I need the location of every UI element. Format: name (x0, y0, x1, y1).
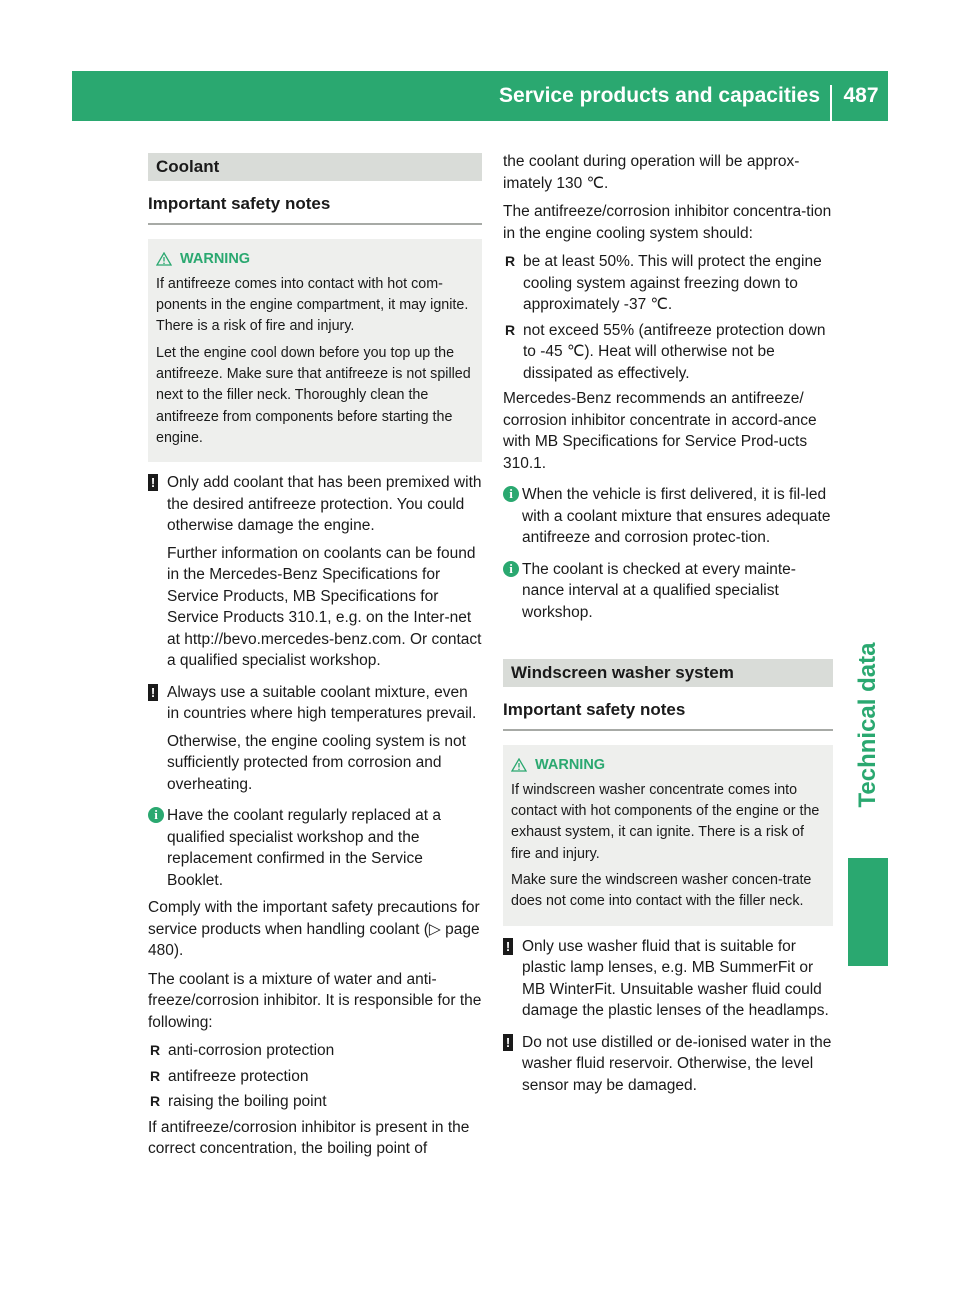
warning-label: WARNING (535, 756, 606, 773)
note-text: Have the coolant regularly replaced at a qualified specialist workshop and the replacement confirmed in the Service Booklet. (167, 807, 441, 889)
note-text: Otherwise, the engine cooling system is not sufficiently protected from corrosion and overheating. (167, 732, 466, 793)
exclamation-icon: ! (148, 474, 158, 491)
caution-note (503, 1032, 833, 1097)
header-bar (72, 71, 888, 121)
warning-text: If antifreeze comes into contact with hot com-ponents in the engine compartment, it may ignite. There is a risk of fire and injury. (156, 275, 469, 335)
exclamation-icon: ! (503, 1034, 513, 1051)
exclamation-icon: ! (503, 938, 513, 955)
list-item (148, 1091, 482, 1113)
note-text: Only use washer fluid that is suitable for plastic lamp lenses, e.g. MB SummerFit or MB WinterFit. Unsuitable washer fluid could damage the plastic lenses of the headlamps. (522, 937, 829, 1020)
list-item-text: anti-corrosion protection (168, 1042, 335, 1060)
body-paragraph: The antifreeze/corrosion inhibitor concentra-tion in the engine cooling system should: (503, 203, 832, 242)
warning-header (156, 249, 474, 270)
note-text: When the vehicle is first delivered, it is fil-led with a coolant mixture that ensures adequate antifreeze and corrosion protec-tion. (522, 486, 831, 546)
left-column (148, 153, 482, 1167)
warning-text: Let the engine cool down before you top up the antifreeze. Make sure that antifreeze is not spilled next to the filler neck. Thoroughly clean the antifreeze from components before starting the engine. (156, 344, 471, 446)
note-text: Do not use distilled or de-ionised water in the washer fluid reservoir. Otherwise, the level sensor may be damaged. (522, 1033, 832, 1094)
warning-header (511, 755, 825, 776)
info-icon: i (503, 561, 519, 577)
info-note (503, 559, 833, 624)
info-icon: i (148, 807, 164, 823)
body-paragraph: Mercedes-Benz recommends an antifreeze/ corrosion inhibitor concentrate in accord-ance with MB Specifications for Service Prod-ucts 310.1. (503, 390, 817, 472)
warning-triangle-icon (511, 758, 527, 772)
info-note (503, 484, 833, 549)
list-item (503, 320, 833, 385)
body-paragraph: The coolant is a mixture of water and anti-freeze/corrosion inhibitor. It is responsible for the following: (148, 970, 482, 1031)
warning-box (148, 239, 482, 463)
list-item-text: raising the boiling point (168, 1093, 327, 1111)
subheading-safety-notes: Important safety notes (148, 193, 482, 225)
page-reference: (▷ page 480). (148, 920, 480, 960)
body-paragraph: the coolant during operation will be approx-imately 130 ℃. (503, 153, 800, 192)
info-icon: i (503, 486, 519, 502)
body-text: Comply with the important safety precautions for service products when handling coolant (148, 899, 480, 938)
bullet-r-icon: R (150, 1067, 161, 1084)
list-item (148, 1040, 482, 1062)
chapter-title: Service products and capacities (499, 84, 820, 107)
right-column (503, 151, 833, 1102)
section-title-coolant: Coolant (148, 153, 482, 181)
caution-note (148, 682, 482, 796)
bullet-r-icon: R (150, 1042, 161, 1059)
side-tab-label: Technical data (854, 642, 881, 808)
side-tab (848, 600, 888, 850)
warning-box (503, 745, 833, 926)
note-text: Only add coolant that has been premixed with the desired antifreeze protection. You could otherwise damage the engine. (167, 474, 482, 535)
note-text: Further information on coolants can be found in the Mercedes-Benz Specifications for Service Products, MB Specifications for Service Products 310.1, e.g. on the Inter-net at http://bevo.mercedes-benz.com. Or contact a qualified specialist workshop. (167, 544, 482, 670)
side-tab-marker (848, 858, 888, 966)
page-number: 487 (843, 84, 879, 107)
exclamation-icon: ! (148, 684, 158, 701)
warning-text: Make sure the windscreen washer concen-trate does not come into contact with the filler neck. (511, 871, 812, 910)
warning-text: If windscreen washer concentrate comes into contact with hot components of the engine or the exhaust system, it can ignite. There is a risk of fire and injury. (511, 781, 820, 862)
warning-label: WARNING (180, 250, 251, 267)
note-text: The coolant is checked at every mainte-nance interval at a qualified specialist workshop. (522, 560, 796, 621)
note-text: Always use a suitable coolant mixture, even in countries where high temperatures prevail. (167, 683, 477, 723)
info-note (148, 805, 482, 891)
list-item-text: not exceed 55% (antifreeze protection down to -45 ℃). Heat will otherwise not be dissipated as effectively. (523, 321, 826, 382)
subheading-safety-notes: Important safety notes (503, 699, 833, 731)
bullet-r-icon: R (150, 1093, 161, 1110)
warning-triangle-icon (156, 252, 172, 266)
spacer (503, 629, 833, 659)
list-item-text: be at least 50%. This will protect the engine cooling system against freezing down to approximately -37 ℃. (523, 253, 822, 313)
body-paragraph (148, 897, 482, 962)
caution-note (503, 936, 833, 1022)
bullet-r-icon: R (505, 321, 516, 338)
list-item (148, 1066, 482, 1088)
body-paragraph: If antifreeze/corrosion inhibitor is present in the correct concentration, the boiling point of (148, 1118, 470, 1158)
list-item (503, 251, 833, 316)
section-title-washer: Windscreen washer system (503, 659, 833, 687)
header-divider (830, 85, 832, 121)
bullet-r-icon: R (505, 253, 516, 269)
caution-note (148, 472, 482, 672)
list-item-text: antifreeze protection (168, 1067, 309, 1085)
